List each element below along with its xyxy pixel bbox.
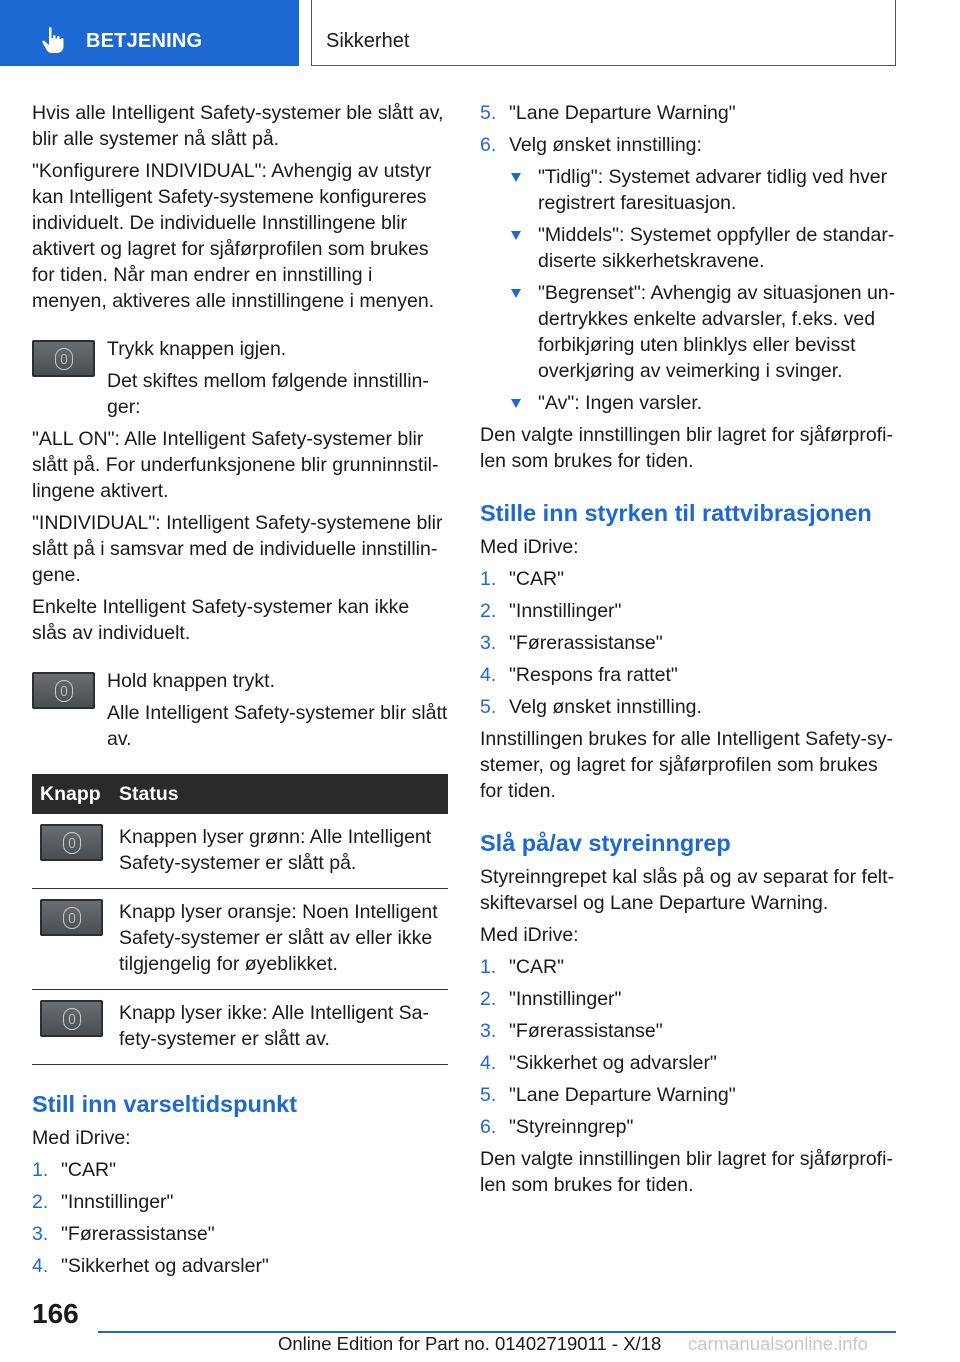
list-item: 3. "Førerassistanse"	[32, 1223, 215, 1245]
press-again-block	[32, 336, 448, 420]
chapter-title-box	[311, 0, 896, 66]
paragraph-all-off: Hvis alle Intelligent Safety-systemer ble slått av, blir alle systemer nå slått på.	[32, 102, 444, 150]
idrive-label: Med iDrive:	[480, 536, 579, 558]
table-cell-icon	[32, 990, 111, 1065]
page-number: 166	[32, 1298, 79, 1329]
saved-text: Den valgte innstillingen blir lagret for sjåførprofilen som brukes for tiden.	[480, 1148, 893, 1196]
paragraph-configure-individual: "Konfigurere INDIVIDUAL": Avhengig av utstyr kan Intelligent Safety-systemene konfigureres individuelt. De individuelle Innstillingene blir aktivert og lagret for sjåførprofilen som brukes for tiden. Når man endrer en innstilling i menyen, aktiveres alle innstillingene i menyen.	[32, 160, 435, 312]
triangle-bullet-icon	[511, 399, 521, 408]
individual-text: "INDIVIDUAL": Intelligent Safety-systemene blir slått på i samsvar med de individuelle innstillingene.	[32, 512, 443, 586]
hold-button-text: Hold knappen trykt.	[107, 670, 276, 692]
list-item: 5. "Lane Departure Warning"	[480, 1084, 736, 1106]
used-for-all-text: Innstillingen brukes for alle Intelligent Safety-systemer, og lagret for sjåførprofilen som brukes for tiden.	[480, 728, 893, 802]
list-item: 3. "Førerassistanse"	[480, 1020, 663, 1042]
table-cell-status: Knapp lyser oransje: Noen Intelligent Safety-systemer er slått av eller ikke tilgjengelig for øyeblikket.	[111, 889, 448, 990]
heading-warning-time: Still inn varseltidspunkt	[32, 1091, 298, 1117]
list-item: 4. "Respons fra rattet"	[480, 664, 678, 686]
table-row	[32, 889, 448, 990]
option-list	[480, 164, 896, 416]
list-item: 4. "Sikkerhet og advarsler"	[480, 1052, 717, 1074]
left-column	[32, 100, 448, 1285]
steps-steering-list	[480, 954, 896, 1140]
safety-button-off-icon	[40, 1000, 103, 1037]
press-again-text: Trykk knappen igjen.	[107, 338, 287, 360]
list-item: 1. "CAR"	[480, 956, 565, 978]
steps-warning-list	[32, 1157, 448, 1279]
some-systems-text: Enkelte Intelligent Safety-systemer kan ikke slås av individuelt.	[32, 596, 410, 644]
saved-text: Den valgte innstillingen blir lagret for sjåførprofilen som brukes for tiden.	[480, 424, 893, 472]
heading-steering-intervention: Slå på/av styreinngrep	[480, 830, 731, 856]
button-status-table	[32, 774, 448, 1065]
toggle-settings-text: Det skiftes mellom følgende innstillinger:	[107, 370, 429, 418]
list-item: 3. "Førerassistanse"	[480, 632, 663, 654]
table-header-row	[32, 774, 448, 814]
list-item: 5. "Lane Departure Warning"	[480, 102, 736, 124]
idrive-label: Med iDrive:	[480, 924, 579, 946]
triangle-bullet-icon	[511, 173, 521, 182]
all-on-text: "ALL ON": Alle Intelligent Safety-systemer blir slått på. For underfunksjonene blir grunninnstillingene aktivert.	[32, 428, 439, 502]
safety-button-icon	[32, 340, 95, 377]
safety-button-icon	[32, 672, 95, 709]
table-header-button: Knapp	[32, 774, 111, 814]
list-item: "Tidlig": Systemet advarer tidlig ved hver registrert faresituasjon.	[509, 164, 896, 216]
edition-text: Online Edition for Part no. 01402719011 - X/18	[278, 1333, 662, 1354]
safety-button-orange-icon	[40, 899, 103, 936]
triangle-bullet-icon	[511, 231, 521, 240]
hold-button-block	[32, 668, 448, 752]
list-item: "Av": Ingen varsler.	[509, 390, 896, 416]
triangle-bullet-icon	[511, 289, 521, 298]
list-item: 2. "Innstillinger"	[480, 988, 622, 1010]
list-item: 1. "CAR"	[480, 568, 565, 590]
steps-vibration-list	[480, 566, 896, 720]
list-item: 1. "CAR"	[32, 1159, 117, 1181]
table-cell-icon	[32, 889, 111, 990]
list-item: 4. "Sikkerhet og advarsler"	[32, 1255, 269, 1277]
list-item: 2. "Innstillinger"	[32, 1191, 174, 1213]
table-cell-status: Knappen lyser grønn: Alle Intelligent Safety-systemer er slått på.	[111, 814, 448, 889]
table-cell-status: Knapp lyser ikke: Alle Intelligent Safety-systemer er slått av.	[111, 990, 448, 1065]
table-cell-icon	[32, 814, 111, 889]
steering-text: Styreinngrepet kal slås på og av separat for feltskiftevarsel og Lane Departure Warning.	[480, 866, 895, 914]
idrive-label: Med iDrive:	[32, 1127, 131, 1149]
list-item: 5. Velg ønsket innstilling.	[480, 696, 702, 718]
list-item: 6. Velg ønsket innstilling:	[480, 134, 702, 156]
table-row	[32, 990, 448, 1065]
safety-button-green-icon	[40, 824, 103, 861]
section-label: BETJENING	[86, 30, 203, 52]
hand-pointer-icon	[40, 26, 66, 54]
watermark: carmanualsonline.info	[688, 1333, 868, 1354]
steps-warning-list-cont	[480, 100, 896, 158]
heading-wheel-vibration: Stille inn styrken til rattvibrasjonen	[480, 500, 872, 526]
list-item: "Middels": Systemet oppfyller de standardiserte sikkerhetskravene.	[509, 222, 896, 274]
chapter-title: Sikkerhet	[326, 30, 410, 52]
list-item: 2. "Innstillinger"	[480, 600, 622, 622]
hold-result-text: Alle Intelligent Safety-systemer blir slått av.	[107, 702, 448, 750]
list-item: "Begrenset": Avhengig av situasjonen undertrykkes enkelte advarsler, f.eks. ved forbikjøring uten blinklys eller bevisst overkjøring av veimerking i svinger.	[509, 280, 896, 384]
table-row	[32, 814, 448, 889]
page-header	[0, 0, 960, 66]
right-column	[480, 100, 896, 1204]
list-item: 6. "Styreinngrep"	[480, 1116, 634, 1138]
table-header-status: Status	[111, 774, 448, 814]
section-tab[interactable]	[0, 0, 299, 66]
